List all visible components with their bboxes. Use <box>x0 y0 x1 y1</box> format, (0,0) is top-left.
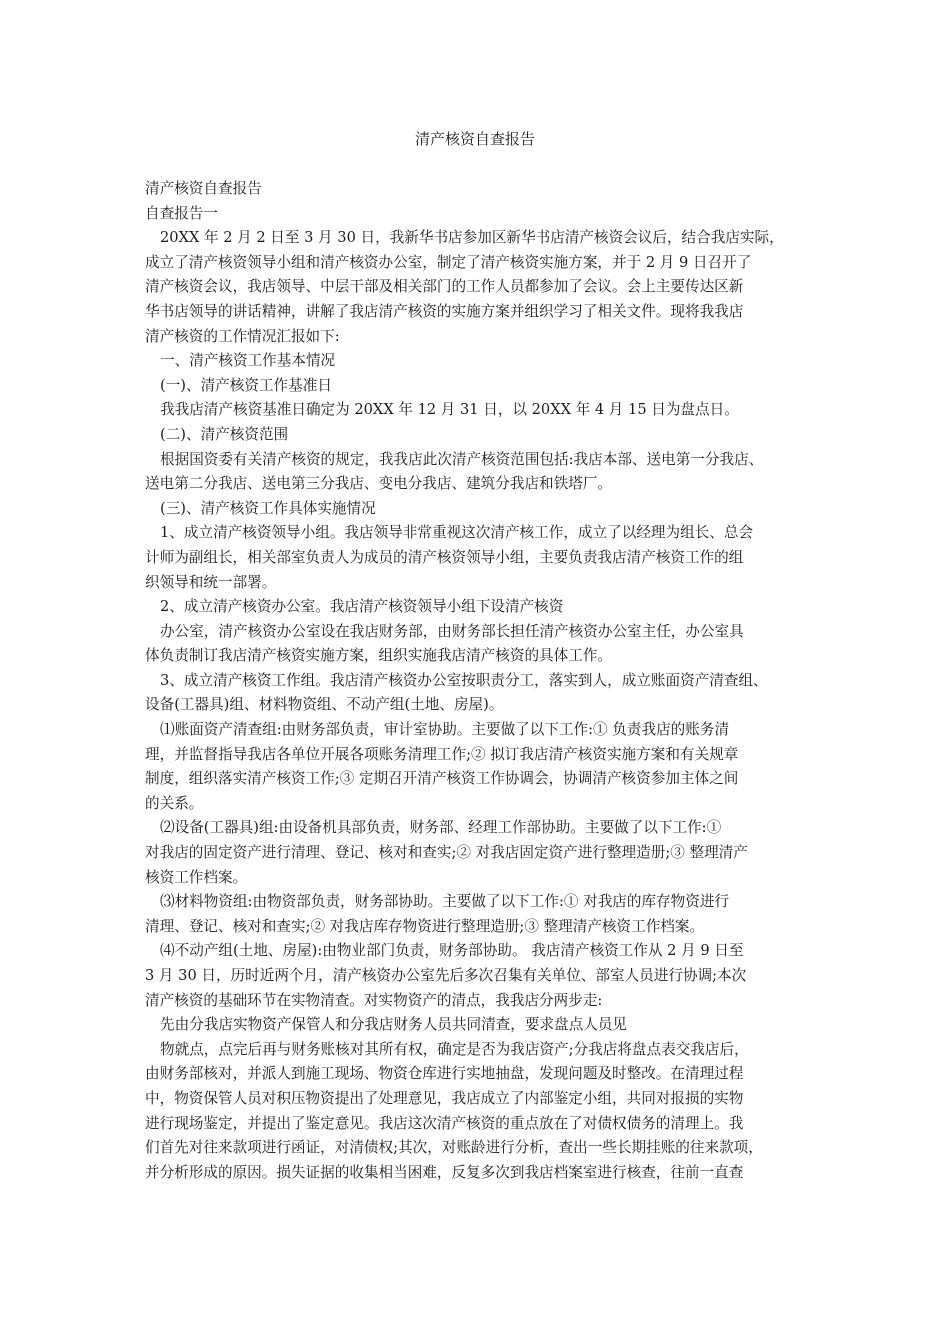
text-line: ⑷不动产组(土地、房屋):由物业部门负责，财务部协助。 我店清产核资工作从 2 月 9 日至 <box>160 942 744 960</box>
text-line: 清产核资的工作情况汇报如下: <box>145 327 340 345</box>
text-line: 设备(工器具)组、材料物资组、不动产组(土地、房屋)。 <box>145 696 504 714</box>
text-line: (一)、清产核资工作基准日 <box>160 376 332 394</box>
text-line: 由财务部核对，并派人到施工现场、物资仓库进行实地抽盘，发现问题及时整改。在清理过程 <box>145 1065 744 1083</box>
text-line: 华书店领导的讲话精神，讲解了我店清产核资的实施方案并组织学习了相关文件。现将我我店 <box>145 302 744 320</box>
text-line: 物就点，点完后再与财务账核对其所有权，确定是否为我店资产;分我店将盘点表交我店后， <box>160 1040 749 1058</box>
text-line: 一、清产核资工作基本情况 <box>160 352 336 370</box>
text-line: 先由分我店实物资产保管人和分我店财务人员共同清查，要求盘点人员见 <box>160 1016 628 1034</box>
text-line: 自查报告一 <box>145 204 218 222</box>
document-body <box>145 177 815 1185</box>
text-line: 核资工作档案。 <box>145 868 248 886</box>
document-title: 清产核资自查报告 <box>414 130 535 148</box>
text-line: 送电第二分我店、送电第三分我店、变电分我店、建筑分我店和铁塔厂。 <box>145 475 613 493</box>
text-line: (三)、清产核资工作具体实施情况 <box>160 499 376 517</box>
text-line: 2、成立清产核资办公室。我店清产核资领导小组下设清产核资 <box>160 598 564 616</box>
text-line: 办公室，清产核资办公室设在我店财务部，由财务部长担任清产核资办公室主任，办公室具 <box>160 622 744 640</box>
text-line: 清产核资会议，我店领导、中层干部及相关部门的工作人员都参加了会议。会上主要传达区新 <box>145 278 744 296</box>
text-line: ⑴账面资产清查组:由财务部负责，审计室协助。主要做了以下工作:① 负责我店的账务清 <box>160 721 730 739</box>
text-line: 清产核资自查报告 <box>145 180 262 197</box>
text-line: 计师为副组长，相关部室负责人为成员的清产核资领导小组，主要负责我店清产核资工作的组 <box>145 548 744 566</box>
text-line: 中，物资保管人员对积压物资提出了处理意见，我店成立了内部鉴定小组，共同对报损的实物 <box>145 1089 744 1107</box>
text-line: 对我店的固定资产进行清理、登记、核对和查实;② 对我店固定资产进行整理造册;③ 整理清产 <box>145 844 748 862</box>
text-line: 我我店清产核资基准日确定为 20XX 年 12 月 31 日，以 20XX 年 4 月 15 日为盘点日。 <box>160 401 739 419</box>
text-line: ⑵设备(工器具)组:由设备机具部负责，财务部、经理工作部协助。主要做了以下工作:① <box>160 819 722 837</box>
text-line: 并分析形成的原因。损失证据的收集相当困难，反复多次到我店档案室进行核查，往前一直查 <box>145 1163 744 1181</box>
text-line: 织领导和统一部署。 <box>145 573 277 591</box>
text-line: 20XX 年 2 月 2 日至 3 月 30 日，我新华书店参加区新华书店清产核资会议后，结合我店实际， <box>160 229 784 247</box>
text-line: 清理、登记、核对和查实;② 对我店库存物资进行整理造册;③ 整理清产核资工作档案。 <box>145 917 705 935</box>
text-line: 3、成立清产核资工作组。我店清产核资办公室按职责分工，落实到人，成立账面资产清查组、 <box>160 671 768 689</box>
text-line: 3 月 30 日，历时近两个月，清产核资办公室先后多次召集有关单位、部室人员进行协调;本次 <box>145 967 747 984</box>
text-line: 1、成立清产核资领导小组。我店领导非常重视这次清产核工作，成立了以经理为组长、总会 <box>160 524 754 542</box>
text-line: 进行现场鉴定，并提出了鉴定意见。我店这次清产核资的重点放在了对债权债务的清理上。我 <box>145 1114 744 1132</box>
text-line: 清产核资的基础环节在实物清查。对实物资产的清点，我我店分两步走: <box>145 991 603 1009</box>
text-line: 成立了清产核资领导小组和清产核资办公室，制定了清产核资实施方案，并于 2 月 9 日召开了 <box>145 253 752 271</box>
text-line: 的关系。 <box>145 794 204 812</box>
text-line: 根据国资委有关清产核资的规定，我我店此次清产核资范围包括:我店本部、送电第一分我店、 <box>160 450 764 468</box>
text-line: 制度，组织落实清产核资工作;③ 定期召开清产核资工作协调会，协调清产核资参加主体之间 <box>145 770 739 788</box>
text-line: 们首先对往来款项进行函证，对清债权;其次，对账龄进行分析，查出一些长期挂账的往来款项， <box>145 1139 763 1157</box>
text-line: ⑶材料物资组:由物资部负责，财务部协助。主要做了以下工作:① 对我店的库存物资进行 <box>160 893 730 911</box>
text-line: (二)、清产核资范围 <box>160 425 289 443</box>
text-line: 理，并监督指导我店各单位开展各项账务清理工作;② 拟订我店清产核资实施方案和有关规章 <box>145 745 739 763</box>
text-line: 体负责制订我店清产核资实施方案，组织实施我店清产核资的具体工作。 <box>145 647 613 665</box>
